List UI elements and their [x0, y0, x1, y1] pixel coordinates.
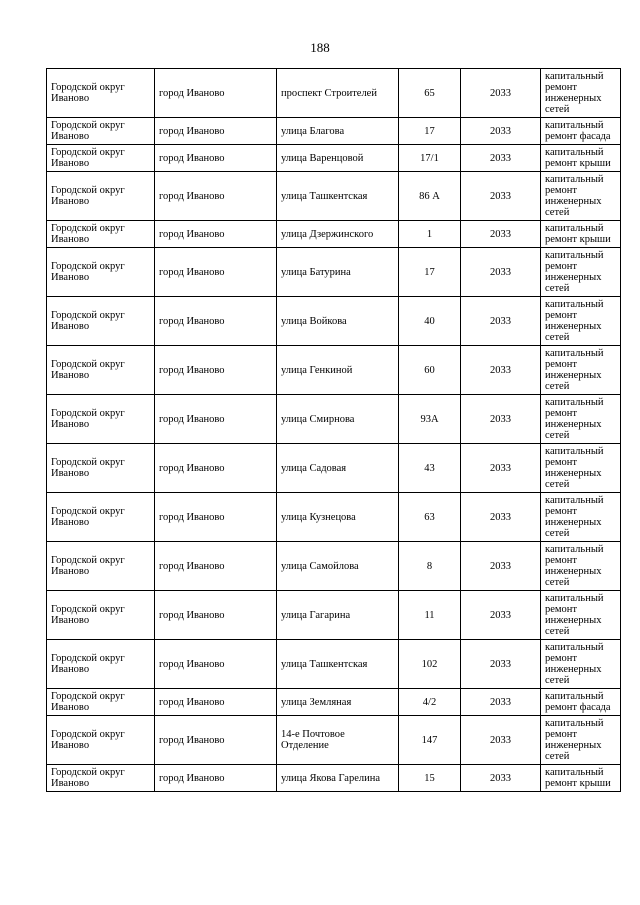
city-cell: город Иваново: [155, 716, 277, 765]
district-cell: Городской округ Иваново: [47, 346, 155, 395]
house-cell: 17: [399, 248, 461, 297]
city-cell: город Иваново: [155, 640, 277, 689]
house-cell: 40: [399, 297, 461, 346]
table-row: [47, 297, 621, 346]
street-cell: улица Войкова: [277, 297, 399, 346]
table-row: [47, 542, 621, 591]
house-cell: 8: [399, 542, 461, 591]
city-cell: город Иваново: [155, 765, 277, 792]
table-row: [47, 69, 621, 118]
work-type-cell: капитальный ремонт инженерных сетей: [541, 591, 621, 640]
district-cell: Городской округ Иваново: [47, 248, 155, 297]
work-type-cell: капитальный ремонт инженерных сетей: [541, 640, 621, 689]
house-cell: 102: [399, 640, 461, 689]
city-cell: город Иваново: [155, 145, 277, 172]
street-cell: улица Варенцовой: [277, 145, 399, 172]
work-type-cell: капитальный ремонт крыши: [541, 765, 621, 792]
district-cell: Городской округ Иваново: [47, 716, 155, 765]
table-row: [47, 640, 621, 689]
street-cell: улица Земляная: [277, 689, 399, 716]
city-cell: город Иваново: [155, 346, 277, 395]
district-cell: Городской округ Иваново: [47, 118, 155, 145]
year-cell: 2033: [461, 172, 541, 221]
street-cell: улица Батурина: [277, 248, 399, 297]
year-cell: 2033: [461, 395, 541, 444]
house-cell: 17/1: [399, 145, 461, 172]
district-cell: Городской округ Иваново: [47, 395, 155, 444]
year-cell: 2033: [461, 716, 541, 765]
work-type-cell: капитальный ремонт инженерных сетей: [541, 172, 621, 221]
district-cell: Городской округ Иваново: [47, 689, 155, 716]
work-type-cell: капитальный ремонт инженерных сетей: [541, 395, 621, 444]
city-cell: город Иваново: [155, 689, 277, 716]
year-cell: 2033: [461, 493, 541, 542]
district-cell: Городской округ Иваново: [47, 765, 155, 792]
street-cell: улица Гагарина: [277, 591, 399, 640]
district-cell: Городской округ Иваново: [47, 145, 155, 172]
street-cell: проспект Строителей: [277, 69, 399, 118]
house-cell: 15: [399, 765, 461, 792]
street-cell: улица Дзержинского: [277, 221, 399, 248]
house-cell: 60: [399, 346, 461, 395]
work-type-cell: капитальный ремонт инженерных сетей: [541, 542, 621, 591]
table-row: [47, 765, 621, 792]
house-cell: 11: [399, 591, 461, 640]
house-cell: 65: [399, 69, 461, 118]
work-type-cell: капитальный ремонт инженерных сетей: [541, 297, 621, 346]
work-type-cell: капитальный ремонт инженерных сетей: [541, 346, 621, 395]
house-cell: 1: [399, 221, 461, 248]
district-cell: Городской округ Иваново: [47, 172, 155, 221]
work-type-cell: капитальный ремонт инженерных сетей: [541, 493, 621, 542]
table-row: [47, 395, 621, 444]
table-row: [47, 145, 621, 172]
house-cell: 4/2: [399, 689, 461, 716]
district-cell: Городской округ Иваново: [47, 493, 155, 542]
city-cell: город Иваново: [155, 297, 277, 346]
house-cell: 93А: [399, 395, 461, 444]
year-cell: 2033: [461, 765, 541, 792]
district-cell: Городской округ Иваново: [47, 640, 155, 689]
street-cell: улица Ташкентская: [277, 172, 399, 221]
table-row: [47, 716, 621, 765]
work-type-cell: капитальный ремонт фасада: [541, 689, 621, 716]
year-cell: 2033: [461, 542, 541, 591]
work-type-cell: капитальный ремонт крыши: [541, 145, 621, 172]
table-row: [47, 346, 621, 395]
city-cell: город Иваново: [155, 69, 277, 118]
work-type-cell: капитальный ремонт инженерных сетей: [541, 248, 621, 297]
table-row: [47, 493, 621, 542]
table-row: [47, 248, 621, 297]
year-cell: 2033: [461, 297, 541, 346]
year-cell: 2033: [461, 248, 541, 297]
house-cell: 63: [399, 493, 461, 542]
district-cell: Городской округ Иваново: [47, 591, 155, 640]
year-cell: 2033: [461, 145, 541, 172]
city-cell: город Иваново: [155, 591, 277, 640]
work-type-cell: капитальный ремонт инженерных сетей: [541, 69, 621, 118]
work-type-cell: капитальный ремонт крыши: [541, 221, 621, 248]
street-cell: улица Смирнова: [277, 395, 399, 444]
street-cell: 14-е Почтовое Отделение: [277, 716, 399, 765]
table-row: [47, 172, 621, 221]
city-cell: город Иваново: [155, 172, 277, 221]
year-cell: 2033: [461, 69, 541, 118]
district-cell: Городской округ Иваново: [47, 297, 155, 346]
street-cell: улица Ташкентская: [277, 640, 399, 689]
table-row: [47, 118, 621, 145]
street-cell: улица Садовая: [277, 444, 399, 493]
house-cell: 17: [399, 118, 461, 145]
year-cell: 2033: [461, 221, 541, 248]
page-number: 188: [310, 40, 330, 55]
street-cell: улица Благова: [277, 118, 399, 145]
city-cell: город Иваново: [155, 221, 277, 248]
registry-table: [46, 68, 621, 792]
year-cell: 2033: [461, 640, 541, 689]
year-cell: 2033: [461, 118, 541, 145]
work-type-cell: капитальный ремонт фасада: [541, 118, 621, 145]
table-row: [47, 444, 621, 493]
street-cell: улица Самойлова: [277, 542, 399, 591]
table-row: [47, 689, 621, 716]
year-cell: 2033: [461, 689, 541, 716]
work-type-cell: капитальный ремонт инженерных сетей: [541, 716, 621, 765]
city-cell: город Иваново: [155, 493, 277, 542]
district-cell: Городской округ Иваново: [47, 542, 155, 591]
district-cell: Городской округ Иваново: [47, 221, 155, 248]
house-cell: 86 А: [399, 172, 461, 221]
work-type-cell: капитальный ремонт инженерных сетей: [541, 444, 621, 493]
table-row: [47, 221, 621, 248]
year-cell: 2033: [461, 444, 541, 493]
street-cell: улица Генкиной: [277, 346, 399, 395]
city-cell: город Иваново: [155, 395, 277, 444]
house-cell: 43: [399, 444, 461, 493]
district-cell: Городской округ Иваново: [47, 444, 155, 493]
table-row: [47, 591, 621, 640]
city-cell: город Иваново: [155, 248, 277, 297]
city-cell: город Иваново: [155, 542, 277, 591]
city-cell: город Иваново: [155, 444, 277, 493]
year-cell: 2033: [461, 591, 541, 640]
district-cell: Городской округ Иваново: [47, 69, 155, 118]
year-cell: 2033: [461, 346, 541, 395]
street-cell: улица Кузнецова: [277, 493, 399, 542]
street-cell: улица Якова Гарелина: [277, 765, 399, 792]
city-cell: город Иваново: [155, 118, 277, 145]
house-cell: 147: [399, 716, 461, 765]
